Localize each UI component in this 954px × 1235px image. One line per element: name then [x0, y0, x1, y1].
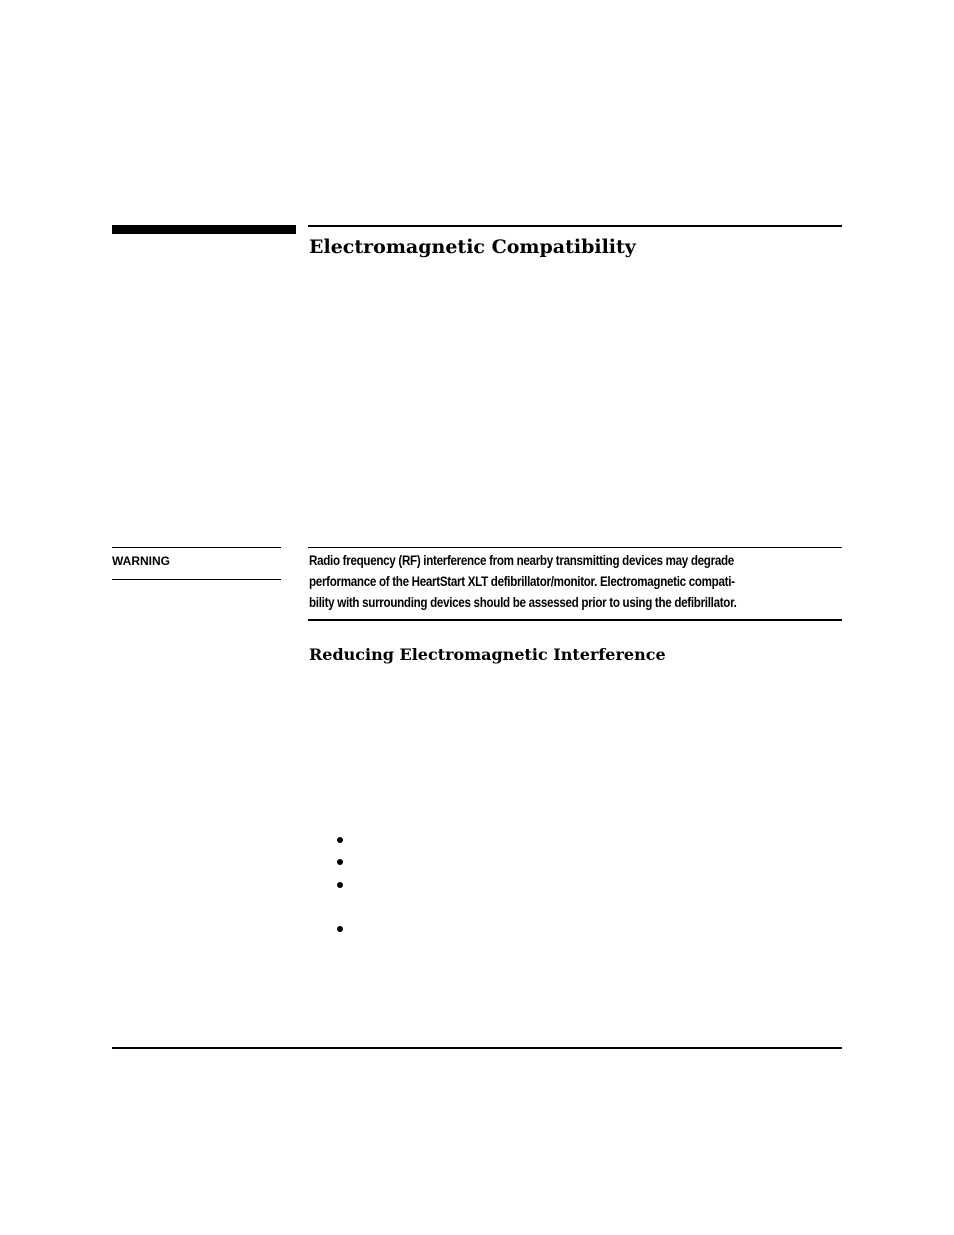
- warning-label-top-rule: [112, 547, 281, 548]
- warning-top-rule: [308, 547, 842, 548]
- footer-rule: [112, 1047, 842, 1049]
- bullet-icon: [336, 925, 344, 933]
- warning-line-1: Radio frequency (RF) interference from nearby transmitting devices may degrade: [309, 553, 734, 568]
- bullet-icon: [336, 858, 344, 866]
- warning-line-3: bility with surrounding devices should be assessed prior to using the defibrillator.: [309, 595, 737, 610]
- bullet-icon: [336, 881, 344, 889]
- section-top-rule: [308, 225, 842, 227]
- warning-label-bottom-rule: [112, 579, 281, 580]
- warning-text: [309, 550, 842, 613]
- warning-label: WARNING: [112, 554, 170, 568]
- bullet-icon: [336, 836, 344, 844]
- section-title: Electromagnetic Compatibility: [309, 236, 636, 258]
- warning-line-2: performance of the HeartStart XLT defibrillator/monitor. Electromagnetic compati-: [309, 574, 735, 589]
- section-marker-bar: [112, 225, 296, 234]
- warning-bottom-rule: [308, 619, 842, 621]
- subsection-title: Reducing Electromagnetic Interference: [309, 645, 666, 664]
